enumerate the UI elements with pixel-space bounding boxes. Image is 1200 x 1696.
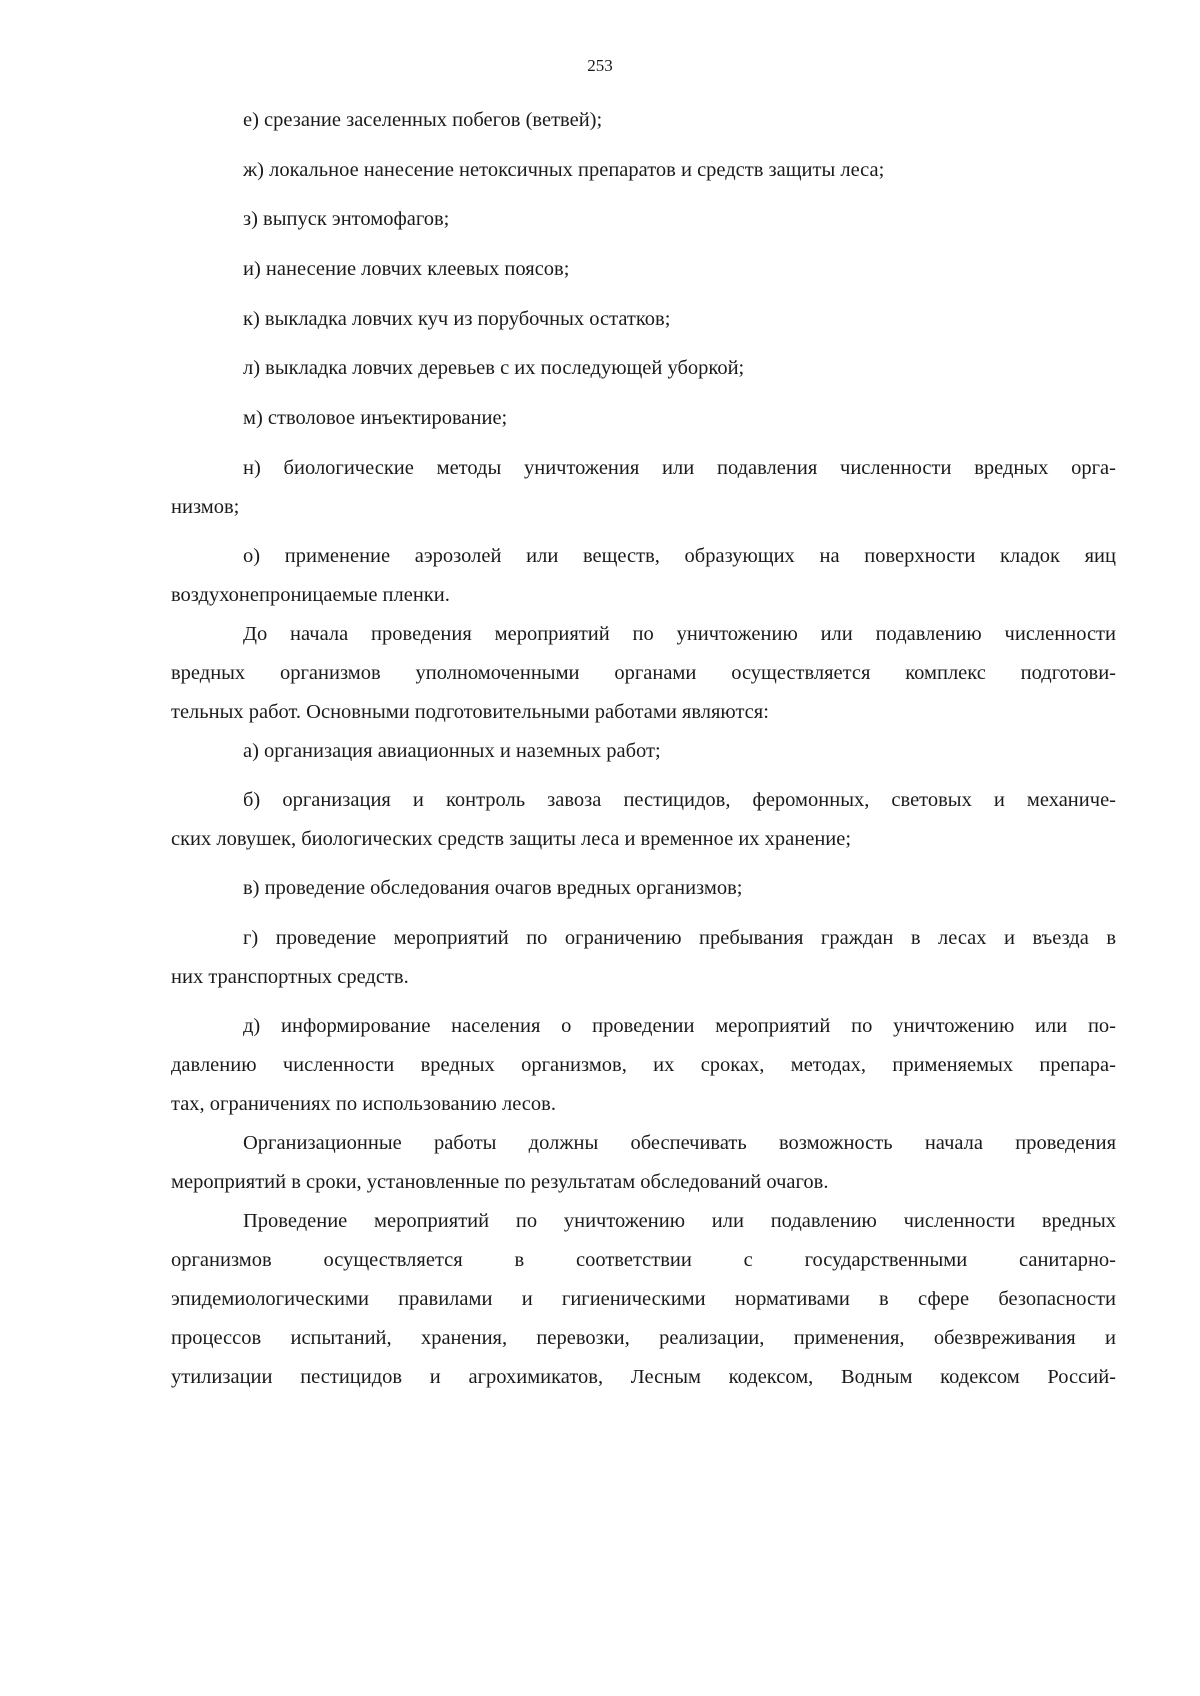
list-item-b-cont: ских ловушек, биологических средств защиты леса и временное их хранение; bbox=[171, 828, 852, 850]
list-item-o: о) применение аэрозолей или веществ, образующих на поверхности кладок яиц bbox=[243, 545, 1116, 567]
paragraph-line: утилизации пестицидов и агрохимикатов, Лесным кодексом, Водным кодексом Россий- bbox=[171, 1366, 1116, 1388]
paragraph-line: эпидемиологическими правилами и гигиеническими нормативами в сфере безопасности bbox=[171, 1288, 1116, 1310]
list-item-d: д) информирование населения о проведении мероприятий по уничтожению или по- bbox=[243, 1015, 1116, 1037]
page-number: 253 bbox=[587, 56, 613, 75]
list-item-g: г) проведение мероприятий по ограничению пребывания граждан в лесах и въезда в bbox=[243, 927, 1116, 949]
list-item-k: к) выкладка ловчих куч из порубочных остатков; bbox=[243, 308, 671, 330]
list-item-g-cont: них транспортных средств. bbox=[171, 966, 409, 988]
list-item-v: в) проведение обследования очагов вредных организмов; bbox=[243, 877, 743, 899]
list-item-l: л) выкладка ловчих деревьев с их последующей уборкой; bbox=[243, 357, 745, 379]
list-item-b: б) организация и контроль завоза пестицидов, феромонных, световых и механиче- bbox=[243, 789, 1116, 811]
list-item-i: и) нанесение ловчих клеевых поясов; bbox=[243, 258, 570, 280]
list-item-e: е) срезание заселенных побегов (ветвей); bbox=[243, 109, 603, 131]
list-item-z: з) выпуск энтомофагов; bbox=[243, 208, 450, 230]
list-item-m: м) стволовое инъектирование; bbox=[243, 407, 508, 429]
paragraph-line: Проведение мероприятий по уничтожению или подавлению численности вредных bbox=[243, 1210, 1116, 1232]
paragraph-line: До начала проведения мероприятий по уничтожению или подавлению численности bbox=[243, 623, 1116, 645]
paragraph-line: организмов осуществляется в соответствии с государственными санитарно- bbox=[171, 1249, 1116, 1271]
paragraph-line: вредных организмов уполномоченными органами осуществляется комплекс подготови- bbox=[171, 662, 1116, 684]
paragraph-line: мероприятий в сроки, установленные по результатам обследований очагов. bbox=[171, 1171, 829, 1193]
list-item-zh: ж) локальное нанесение нетоксичных препаратов и средств защиты леса; bbox=[243, 159, 885, 181]
list-item-n-cont: низмов; bbox=[171, 496, 240, 518]
list-item-o-cont: воздухонепроницаемые пленки. bbox=[171, 584, 450, 606]
list-item-n: н) биологические методы уничтожения или подавления численности вредных орга- bbox=[243, 457, 1116, 479]
paragraph-line: тельных работ. Основными подготовительными работами являются: bbox=[171, 701, 769, 723]
list-item-d-cont: давлению численности вредных организмов, их сроках, методах, применяемых препара- bbox=[171, 1054, 1116, 1076]
paragraph-line: процессов испытаний, хранения, перевозки, реализации, применения, обезвреживания и bbox=[171, 1327, 1116, 1349]
list-item-d-cont: тах, ограничениях по использованию лесов. bbox=[171, 1093, 556, 1115]
paragraph-line: Организационные работы должны обеспечивать возможность начала проведения bbox=[243, 1132, 1116, 1154]
list-item-a: а) организация авиационных и наземных работ; bbox=[243, 740, 661, 762]
